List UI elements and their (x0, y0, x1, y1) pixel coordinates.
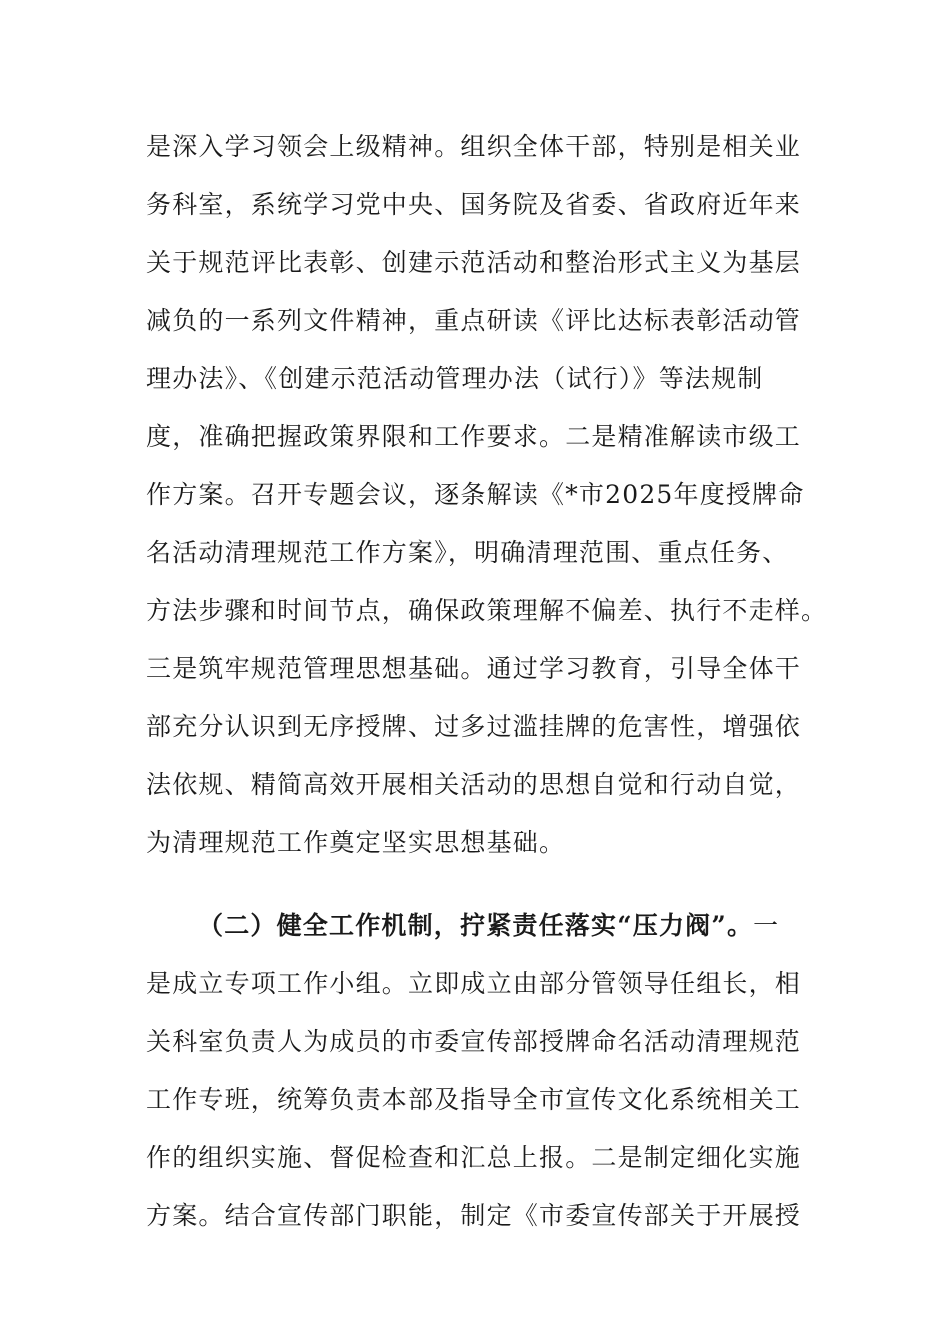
paragraph-1 (146, 118, 828, 872)
document-body (146, 118, 828, 1245)
text-line: 为清理规范工作奠定坚实思想基础。 (146, 828, 566, 857)
text-line: 三是筑牢规范管理思想基础。通过学习教育，引导全体干 (146, 654, 802, 683)
text-line: 部充分认识到无序授牌、过多过滥挂牌的危害性，增强依 (146, 712, 802, 741)
text-line: 作的组织实施、督促检查和汇总上报。二是制定细化实施 (146, 1143, 802, 1172)
text-line: 是深入学习领会上级精神。组织全体干部，特别是相关业 (146, 132, 802, 161)
section-heading: （二）健全工作机制，拧紧责任落实“压力阀”。 (198, 911, 754, 940)
text-line: 方案。结合宣传部门职能，制定《市委宣传部关于开展授 (146, 1201, 802, 1230)
paragraph-spacer (146, 872, 806, 897)
text-line: 减负的一系列文件精神，重点研读《评比达标表彰活动管 (146, 306, 802, 335)
text-line: 度，准确把握政策界限和工作要求。二是精准解读市级工 (146, 422, 802, 451)
text-line: 作方案。召开专题会议，逐条解读《*市2025年度授牌命 (146, 480, 805, 509)
text-line: 名活动清理规范工作方案》，明确清理范围、重点任务、 (146, 538, 789, 567)
paragraph-2 (146, 897, 806, 1245)
heading-line-tail: 一 (753, 911, 780, 940)
text-line: 是成立专项工作小组。立即成立由部分管领导任组长，相 (146, 969, 802, 998)
text-line: 理办法》、《创建示范活动管理办法（试行）》等法规制 (146, 364, 764, 393)
text-line: 关于规范评比表彰、创建示范活动和整治形式主义为基层 (146, 248, 802, 277)
text-line: 方法步骤和时间节点，确保政策理解不偏差、执行不走样。 (146, 596, 828, 625)
text-line: 关科室负责人为成员的市委宣传部授牌命名活动清理规范 (146, 1027, 802, 1056)
text-line: 工作专班，统筹负责本部及指导全市宣传文化系统相关工 (146, 1085, 802, 1114)
text-line: 务科室，系统学习党中央、国务院及省委、省政府近年来 (146, 190, 802, 219)
text-line: 法依规、精简高效开展相关活动的思想自觉和行动自觉， (146, 770, 802, 799)
section-heading-line (146, 897, 806, 955)
